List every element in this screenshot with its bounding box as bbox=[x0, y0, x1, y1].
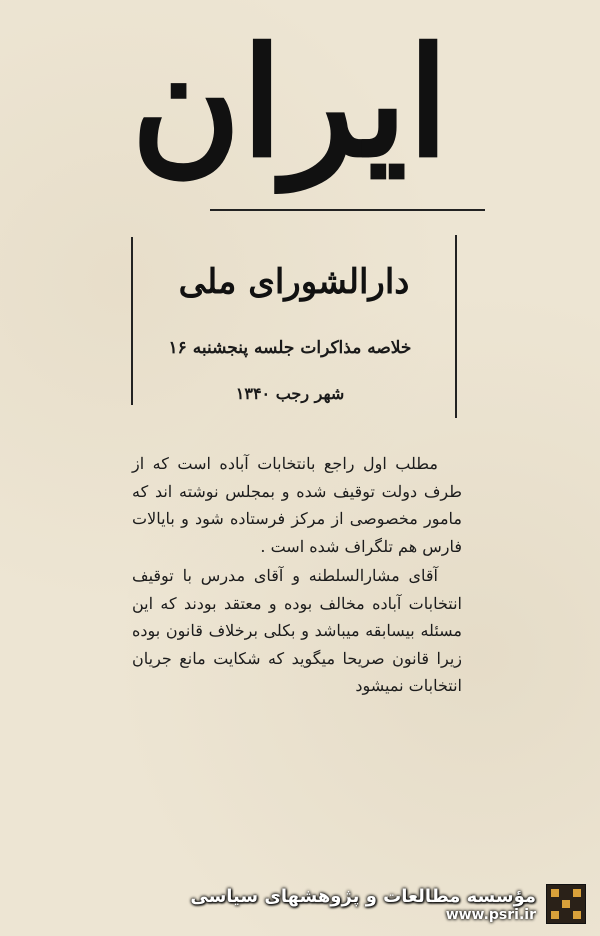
publisher-watermark bbox=[190, 884, 586, 924]
publisher-text bbox=[190, 886, 536, 923]
newspaper-title: ایران bbox=[130, 15, 450, 191]
publisher-name: مؤسسه مطالعات و پژوهشهای سیاسی bbox=[190, 885, 536, 907]
publisher-url[interactable]: www.psri.ir bbox=[445, 906, 536, 923]
article-paragraph: مطلب اول راجع بانتخابات آباده است که از طرف دولت توقیف شده و بمجلس نوشته اند که مامور مخصوصی از مرکز فرستاده شود و بایالات فارس هم تلگراف شده است . bbox=[132, 454, 462, 556]
heading-right-border bbox=[455, 235, 457, 418]
heading-left-border bbox=[131, 237, 133, 405]
article-dateline: شهر رجب ۱۳۴۰ bbox=[235, 384, 345, 403]
article-subheading: خلاصه مذاکرات جلسه پنجشنبه ۱۶ bbox=[168, 338, 412, 358]
section-heading: دارالشورای ملی bbox=[178, 262, 410, 302]
masthead bbox=[130, 15, 450, 191]
article-body bbox=[132, 450, 462, 700]
publisher-logo-icon bbox=[546, 884, 586, 924]
masthead-divider bbox=[210, 209, 485, 211]
article-paragraph: آقای مشارالسلطنه و آقای مدرس با توقیف انتخابات آباده مخالف بوده و معتقد بودند که این مسئله بیسابقه میباشد و بکلی برخلاف قانون بوده زیرا قانون صریحا میگوید که شکایت مانع جریان انتخابات نمیشود bbox=[132, 566, 462, 695]
